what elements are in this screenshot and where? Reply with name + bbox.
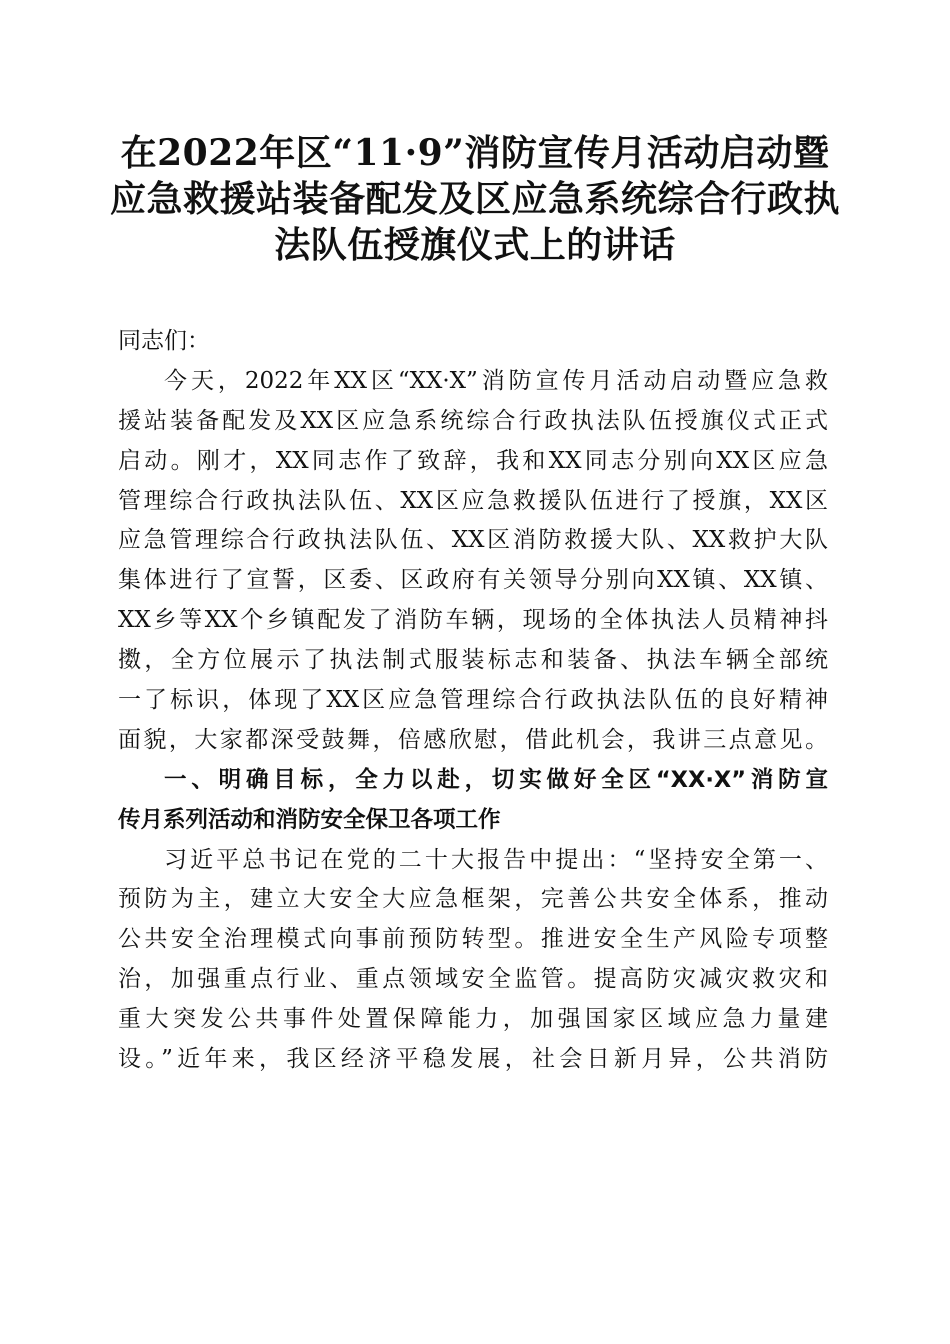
title-line-3: 法队伍授旗仪式上的讲话 bbox=[274, 224, 676, 266]
paragraph-1-line: 擞，全方位展示了执法制式服装标志和装备、执法车辆全部统 bbox=[118, 647, 828, 674]
title-line-1: 在2022年区“11·9”消防宣传月活动启动暨 bbox=[120, 132, 830, 174]
paragraph-1-line: 面貌，大家都深受鼓舞，倍感欣慰，借此机会，我讲三点意见。 bbox=[118, 726, 828, 753]
paragraph-2-line: 治，加强重点行业、重点领域安全监管。提高防灾减灾救灾和 bbox=[118, 966, 828, 993]
paragraph-1-line: 集体进行了宣誓，区委、区政府有关领导分别向XX镇、XX镇、 bbox=[118, 567, 828, 594]
paragraph-1-line: 管理综合行政执法队伍、XX区应急救援队伍进行了授旗，XX区 bbox=[118, 487, 828, 514]
section-heading-1-line: 传月系列活动和消防安全保卫各项工作 bbox=[118, 806, 501, 833]
paragraph-2-line: 重大突发公共事件处置保障能力，加强国家区域应急力量建 bbox=[118, 1006, 828, 1033]
paragraph-1-line: 援站装备配发及XX区应急系统综合行政执法队伍授旗仪式正式 bbox=[118, 407, 828, 434]
paragraph-2-line: 设。”近年来，我区经济平稳发展，社会日新月异，公共消防 bbox=[118, 1046, 828, 1073]
paragraph-2-line: 习近平总书记在党的二十大报告中提出：“坚持安全第一、 bbox=[164, 846, 828, 873]
document-body bbox=[118, 322, 828, 1080]
paragraph-2-line: 预防为主，建立大安全大应急框架，完善公共安全体系，推动 bbox=[118, 886, 828, 913]
paragraph-1-line: 启动。刚才，XX同志作了致辞，我和XX同志分别向XX区应急 bbox=[118, 447, 828, 474]
section-heading-1-line: 一、明确目标，全力以赴，切实做好全区“XX·X”消防宣 bbox=[164, 766, 828, 793]
paragraph-1-line: 应急管理综合行政执法队伍、XX区消防救援大队、XX救护大队 bbox=[118, 527, 828, 554]
salutation: 同志们： bbox=[118, 328, 210, 354]
title-line-2: 应急救援站装备配发及区应急系统综合行政执 bbox=[109, 178, 840, 220]
document-title bbox=[100, 130, 850, 268]
paragraph-1-line: 一了标识，体现了XX区应急管理综合行政执法队伍的良好精神 bbox=[118, 687, 828, 714]
paragraph-1-line: XX乡等XX个乡镇配发了消防车辆，现场的全体执法人员精神抖 bbox=[118, 607, 828, 634]
paragraph-2-line: 公共安全治理模式向事前预防转型。推进安全生产风险专项整 bbox=[118, 926, 828, 953]
paragraph-1-line: 今天，2022年XX区“XX·X”消防宣传月活动启动暨应急救 bbox=[164, 367, 828, 394]
